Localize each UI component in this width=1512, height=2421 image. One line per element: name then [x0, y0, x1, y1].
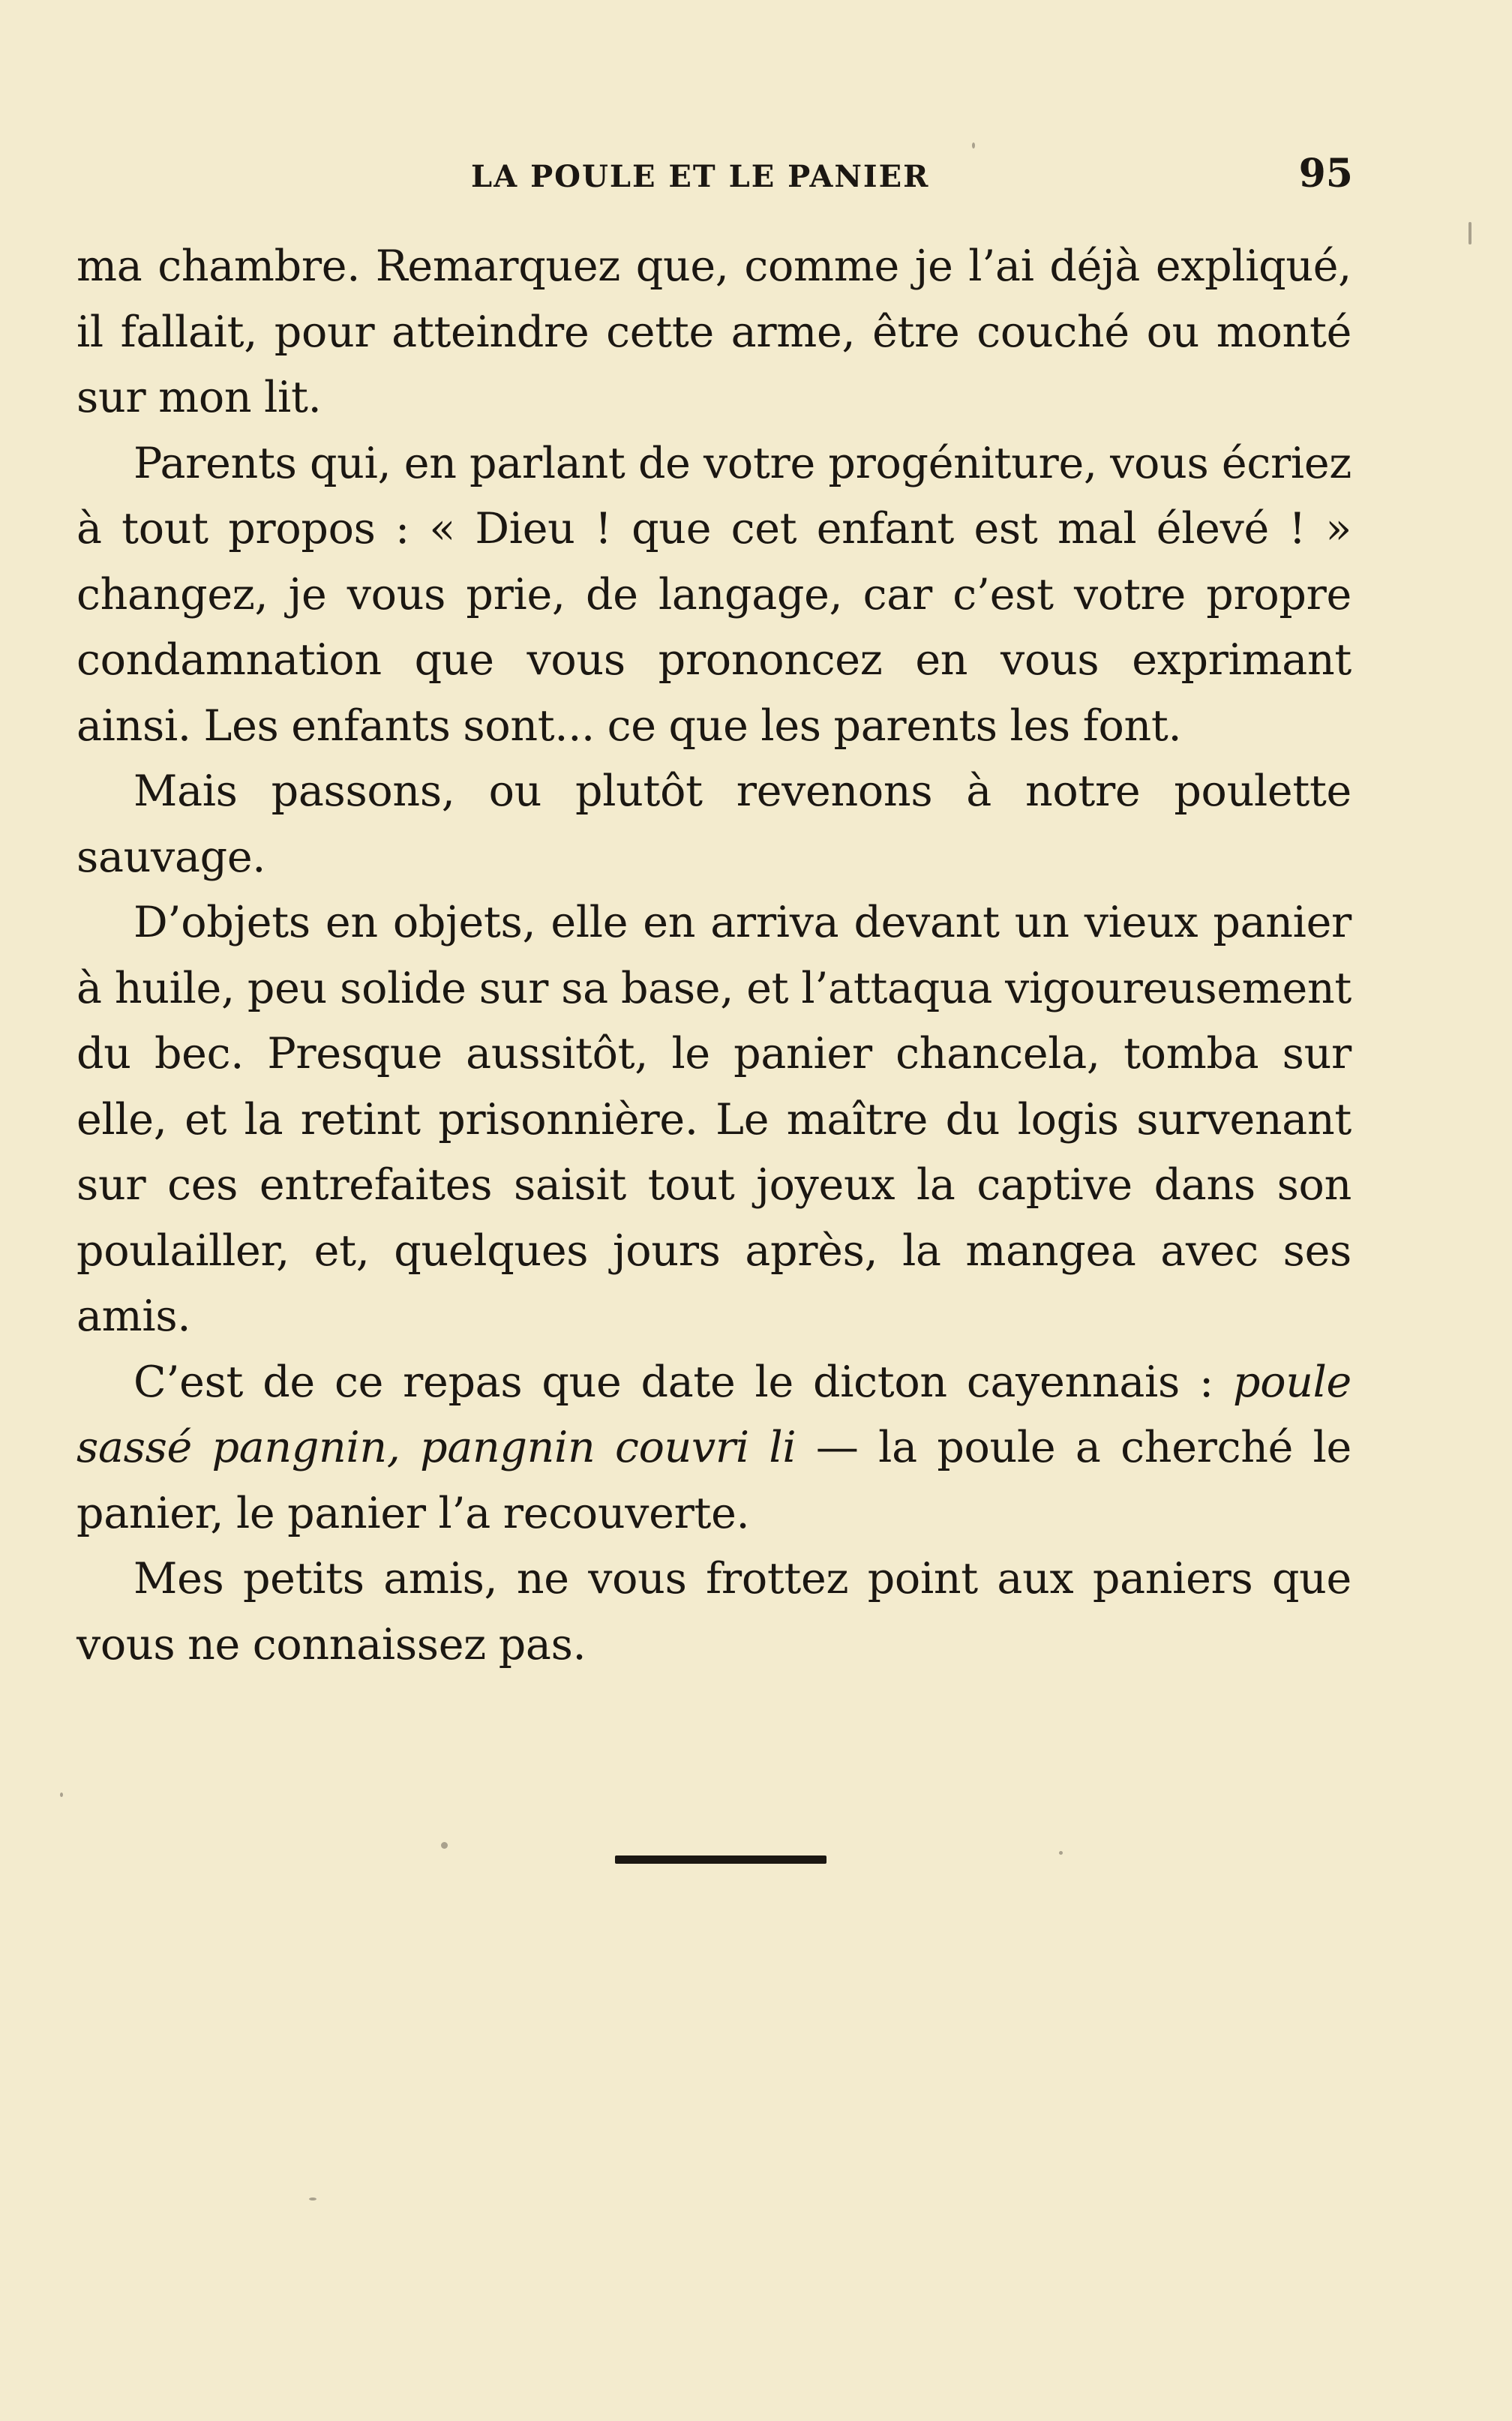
- creole-saying: poule sassé pangnin, pangnin couvri li: [76, 1357, 1352, 1472]
- paragraph-3: Mais passons, ou plutôt revenons à notre poulette sauvage.: [76, 766, 1352, 882]
- print-speck: [1059, 1851, 1063, 1855]
- print-speck: [309, 2198, 316, 2200]
- body-text: [76, 234, 1352, 1678]
- paragraph-5: [76, 1350, 1352, 1547]
- paragraph-5-lead: C’est de ce repas que date le dicton cayennais :: [134, 1357, 1234, 1407]
- paragraph-2: Parents qui, en parlant de votre progéniture, vous écriez à tout propos : « Dieu ! que cet enfant est mal élevé ! » changez, je vous prie, de langage, car c’est votre propre condamnation que vous prononcez en vous exprimant ainsi. Les enfants sont... ce que les parents les font.: [76, 438, 1352, 751]
- print-speck: [441, 1842, 448, 1849]
- print-speck: [972, 142, 975, 148]
- print-speck: [60, 1792, 63, 1797]
- running-title: LA POULE ET LE PANIER: [471, 159, 930, 194]
- paragraph-5-translation: — la poule a cherché le panier, le panier l’a recouverte.: [76, 1423, 1352, 1538]
- paragraph-1: ma chambre. Remarquez que, comme je l’ai déjà expliqué, il fallait, pour atteindre cette arme, être couché ou monté sur mon lit.: [76, 242, 1352, 422]
- paragraph-6: Mes petits amis, ne vous frottez point aux paniers que vous ne connaissez pas.: [76, 1554, 1352, 1670]
- print-speck: [1468, 222, 1472, 244]
- page-number: 95: [1298, 151, 1353, 196]
- tailpiece-rule: [615, 1856, 826, 1864]
- running-head: [75, 151, 1353, 200]
- paragraph-4: D’objets en objets, elle en arriva devant un vieux panier à huile, peu solide sur sa base, et l’attaqua vigoureusement du bec. Presque aussitôt, le panier chancela, tomba sur elle, et la retint prisonnière. Le maître du logis survenant sur ces entrefaites saisit tout joyeux la captive dans son poulailler, et, quelques jours après, la mangea avec ses amis.: [76, 898, 1352, 1341]
